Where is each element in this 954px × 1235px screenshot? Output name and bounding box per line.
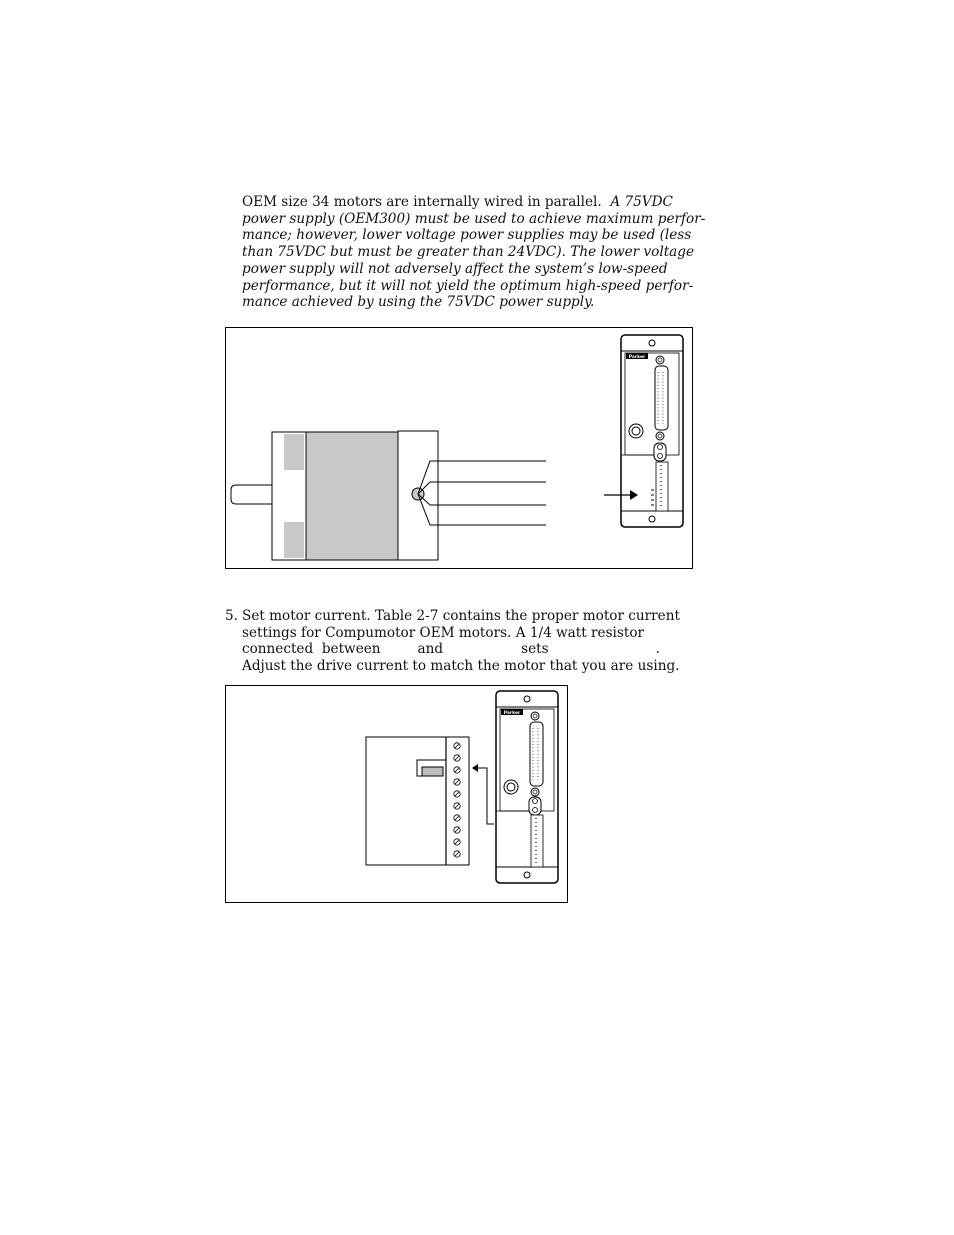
mounting-hole-bottom — [524, 872, 530, 878]
current-resistor-diagram — [226, 686, 567, 902]
step-5-line-4: Adjust the drive current to match the motor that you are using. — [242, 658, 680, 675]
step-5-line-1: 5. Set motor current. Table 2-7 contains the proper motor current — [225, 608, 680, 624]
pot-knob — [504, 780, 518, 794]
screw-terminal-strip — [656, 462, 668, 511]
callout-line — [477, 768, 494, 824]
current-resistor — [422, 767, 443, 776]
callout-arrowhead — [472, 764, 478, 772]
paragraph-line-4: than 75VDC but must be greater than 24VDC). The lower voltage — [242, 244, 695, 261]
motor-wiring-diagram — [226, 328, 692, 568]
step-5-line-2: settings for Compumotor OEM motors. A 1/4 watt resistor — [242, 624, 645, 641]
d-sub-connector — [655, 366, 668, 430]
screw-terminal-strip — [531, 815, 543, 867]
step-5-paragraph — [225, 608, 695, 675]
drive-logo-text: Parker — [503, 711, 521, 716]
current-resistor-figure — [225, 685, 568, 903]
paragraph-line-5: power supply will not adversely affect the system’s low-speed — [242, 260, 668, 277]
motor-wiring-figure — [225, 327, 693, 569]
drive-unit-small — [496, 691, 558, 883]
enlarged-drive-view — [366, 737, 469, 865]
mounting-hole-top — [524, 696, 530, 702]
step-5-line-3: connected between and sets . — [242, 641, 660, 658]
motor-shaft — [231, 485, 272, 504]
paragraph-line-3: mance; however, lower voltage power supplies may be used (less — [242, 227, 692, 244]
paragraph-line-1: OEM size 34 motors are internally wired in parallel. A 75VDC — [242, 194, 673, 210]
motor-body — [306, 432, 398, 560]
mounting-hole-top — [649, 340, 655, 346]
paragraph-line-6: performance, but it will not yield the optimum high-speed perfor- — [242, 277, 694, 294]
d-sub-connector — [530, 722, 543, 786]
drive-logo-text: Parker — [628, 355, 646, 360]
motor-mount-bottom — [284, 522, 304, 558]
parallel-wiring-paragraph — [242, 194, 706, 311]
pot-knob — [629, 424, 643, 438]
motor-mount-top — [284, 434, 304, 470]
paragraph-line-2: power supply (OEM300) must be used to achieve maximum perfor- — [242, 210, 706, 227]
mounting-hole-bottom — [649, 516, 655, 522]
paragraph-line-7: mance achieved by using the 75VDC power supply. — [242, 294, 595, 311]
